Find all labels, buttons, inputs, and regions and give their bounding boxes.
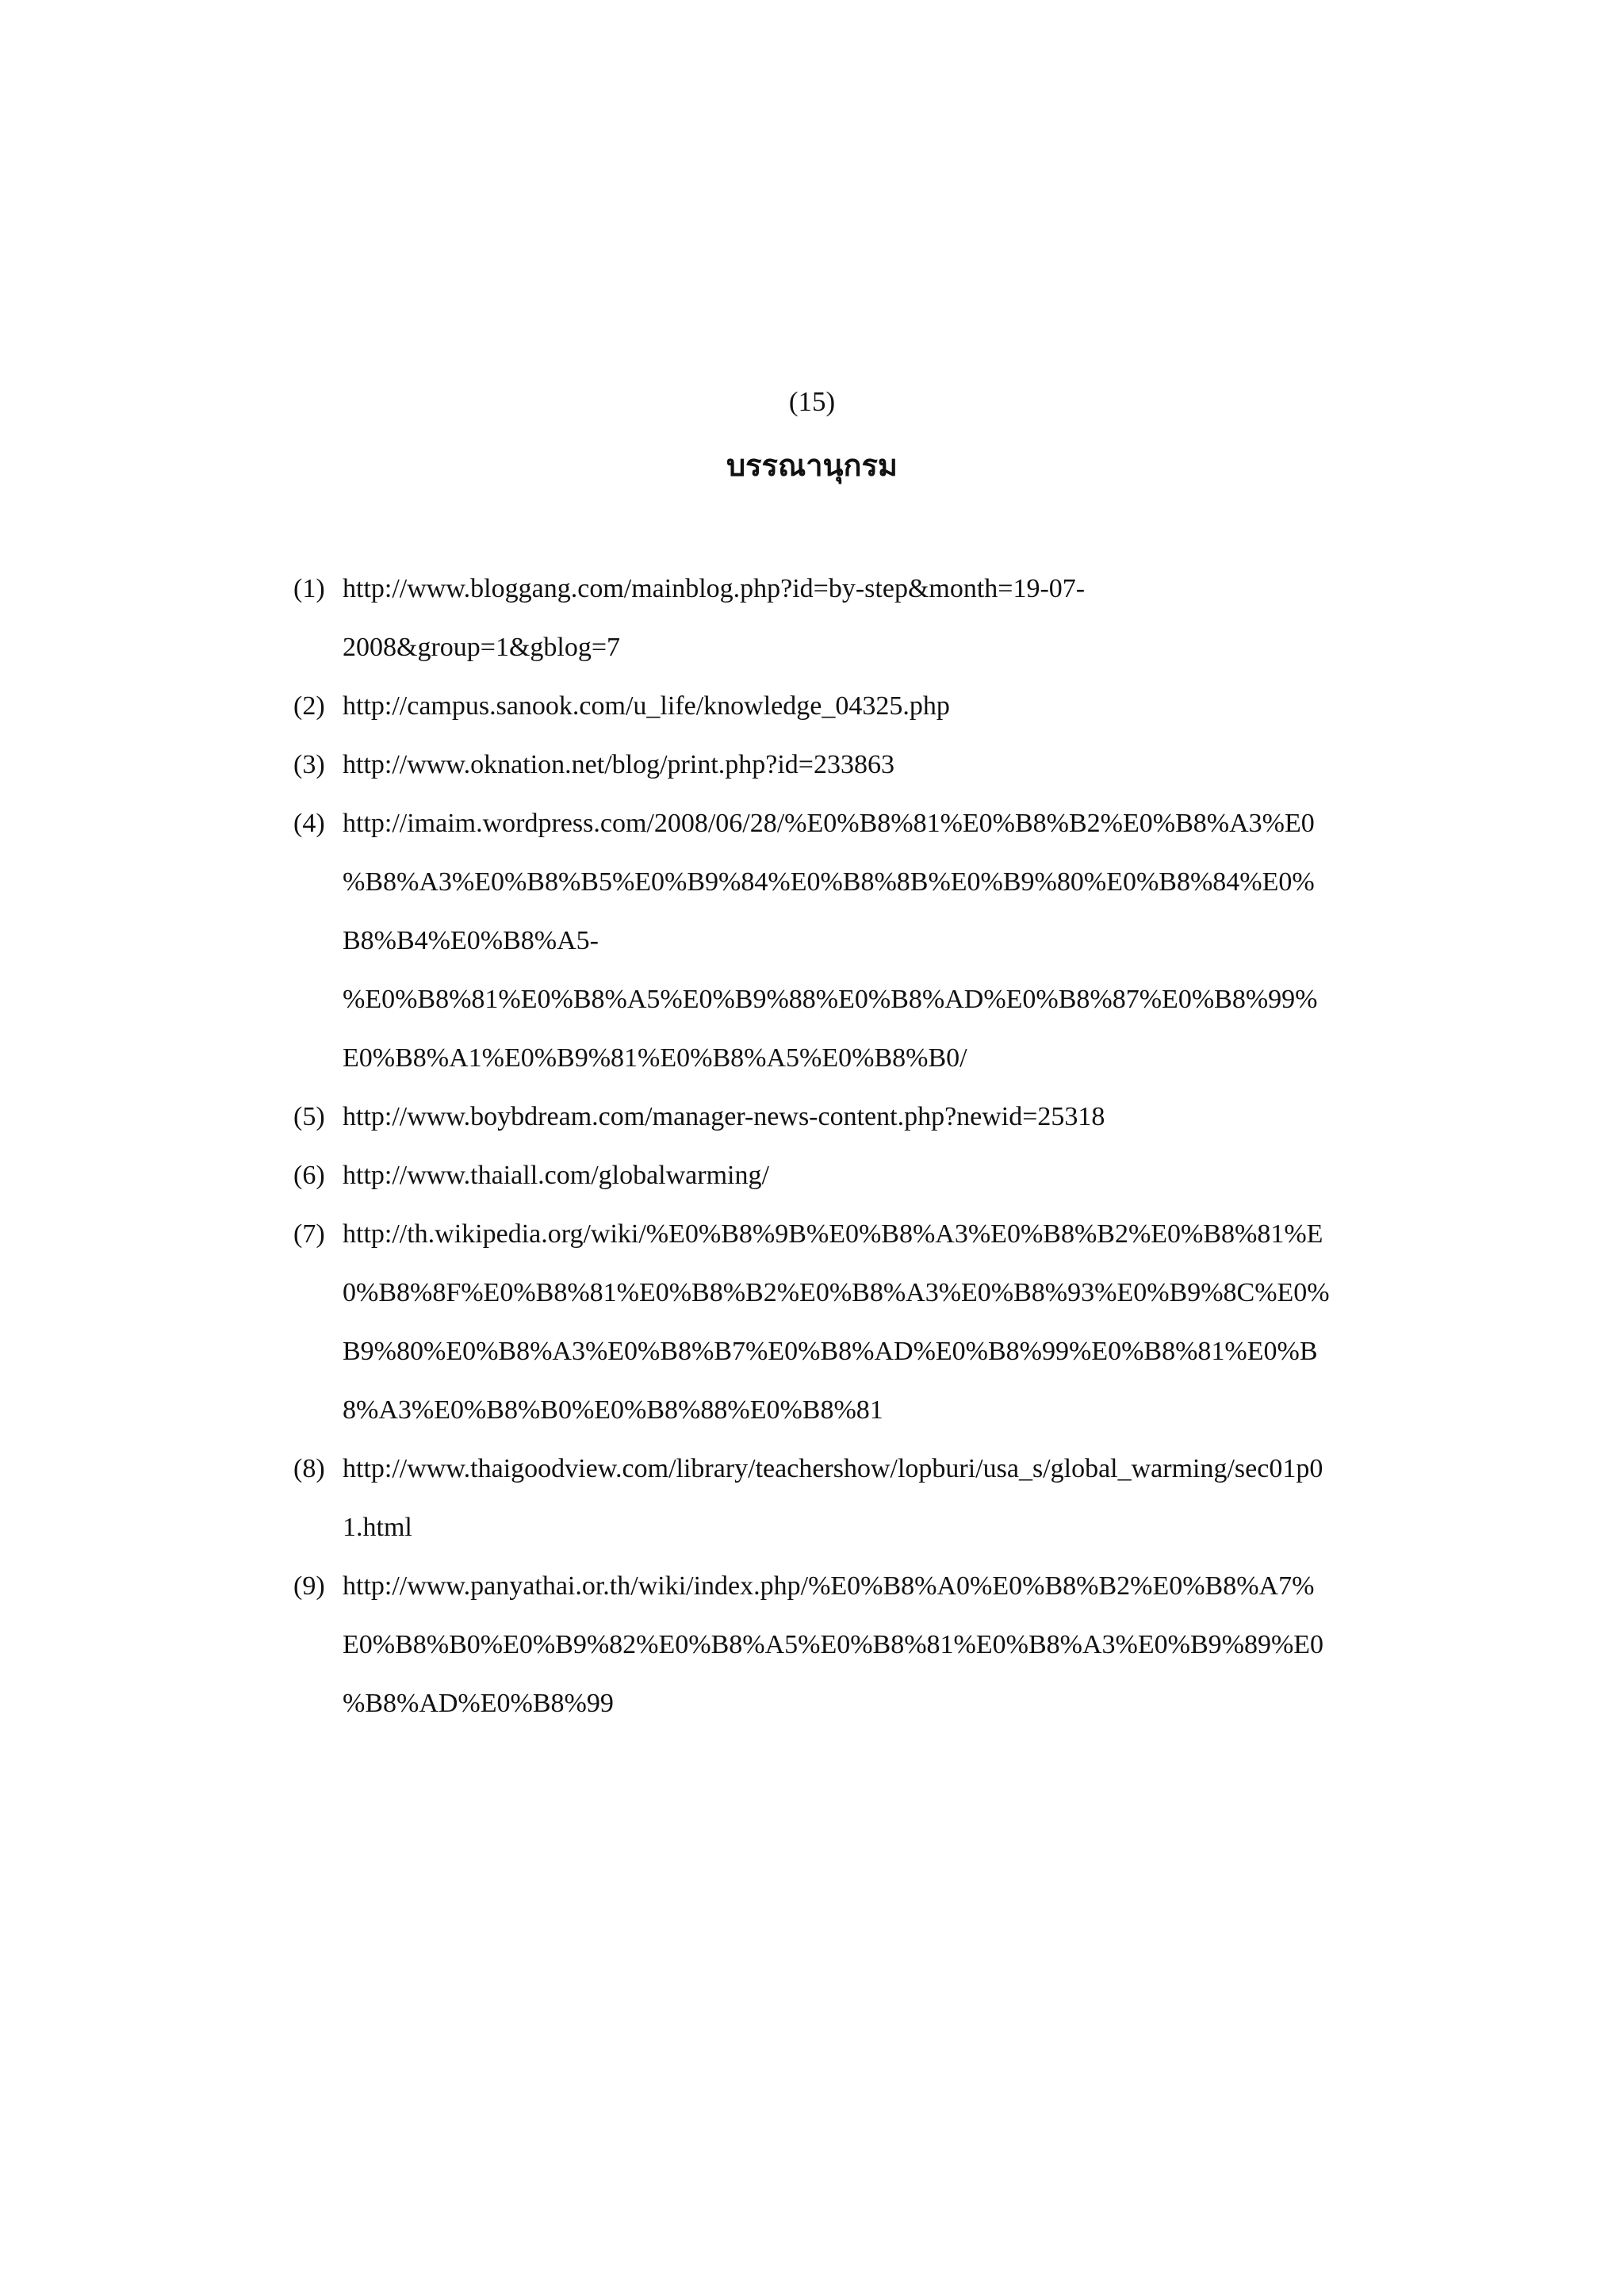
reference-item-9 — [293, 1557, 1396, 1733]
reference-url-line: B8%B4%E0%B8%A5- — [343, 926, 599, 955]
reference-url-line: http://www.thaiall.com/globalwarming/ — [343, 1161, 769, 1190]
reference-url-line: http://campus.sanook.com/u_life/knowledge_04325.php — [343, 691, 950, 721]
reference-url-line: B9%80%E0%B8%A3%E0%B8%B7%E0%B8%AD%E0%B8%99%E0%B8%81%E0%B — [343, 1337, 1318, 1366]
reference-url-line: http://www.boybdream.com/manager-news-content.php?newid=25318 — [343, 1102, 1105, 1131]
reference-list — [293, 560, 1396, 1733]
reference-item-2 — [293, 677, 1396, 736]
reference-item-7 — [293, 1205, 1396, 1440]
reference-url-line: http://www.thaigoodview.com/library/teachershow/lopburi/usa_s/global_warming/sec01p0 — [343, 1454, 1323, 1483]
reference-url-line: http://www.oknation.net/blog/print.php?id=233863 — [343, 750, 894, 779]
reference-number: (5) — [293, 1102, 325, 1131]
reference-number: (1) — [293, 574, 325, 603]
reference-url-line: http://imaim.wordpress.com/2008/06/28/%E0%B8%81%E0%B8%B2%E0%B8%A3%E0 — [343, 809, 1315, 838]
reference-item-5 — [293, 1088, 1396, 1146]
reference-number: (8) — [293, 1454, 325, 1483]
reference-url-line: %B8%A3%E0%B8%B5%E0%B9%84%E0%B8%8B%E0%B9%80%E0%B8%84%E0% — [343, 867, 1315, 897]
reference-number: (3) — [293, 750, 325, 779]
reference-url-line: E0%B8%B0%E0%B9%82%E0%B8%A5%E0%B8%81%E0%B8%A3%E0%B9%89%E0 — [343, 1630, 1324, 1659]
reference-url-line: %B8%AD%E0%B8%99 — [343, 1689, 614, 1718]
reference-url-line: http://www.bloggang.com/mainblog.php?id=by-step&month=19-07- — [343, 574, 1086, 603]
reference-url-line: http://www.panyathai.or.th/wiki/index.php/%E0%B8%A0%E0%B8%B2%E0%B8%A7% — [343, 1571, 1315, 1601]
reference-url-line: E0%B8%A1%E0%B9%81%E0%B8%A5%E0%B8%B0/ — [343, 1043, 967, 1073]
reference-item-4 — [293, 794, 1396, 1088]
reference-number: (2) — [293, 691, 325, 721]
page-number: (15) — [788, 386, 836, 417]
reference-item-8 — [293, 1440, 1396, 1557]
reference-item-3 — [293, 736, 1396, 794]
reference-url-line: %E0%B8%81%E0%B8%A5%E0%B9%88%E0%B8%AD%E0%B8%87%E0%B8%99% — [343, 985, 1318, 1014]
reference-item-6 — [293, 1146, 1396, 1205]
reference-number: (9) — [293, 1571, 325, 1601]
reference-url-line: 0%B8%8F%E0%B8%81%E0%B8%B2%E0%B8%A3%E0%B8%93%E0%B9%8C%E0% — [343, 1278, 1330, 1307]
reference-url-line: 8%A3%E0%B8%B0%E0%B8%88%E0%B8%81 — [343, 1395, 883, 1425]
reference-url-line: 2008&group=1&gblog=7 — [343, 633, 621, 662]
page-title: บรรณานุกรม — [726, 450, 898, 483]
reference-number: (6) — [293, 1161, 325, 1190]
reference-item-1 — [293, 560, 1396, 677]
reference-number: (4) — [293, 809, 325, 838]
reference-url-line: 1.html — [343, 1513, 412, 1542]
reference-url-line: http://th.wikipedia.org/wiki/%E0%B8%9B%E0%B8%A3%E0%B8%B2%E0%B8%81%E — [343, 1219, 1323, 1249]
reference-number: (7) — [293, 1219, 325, 1249]
